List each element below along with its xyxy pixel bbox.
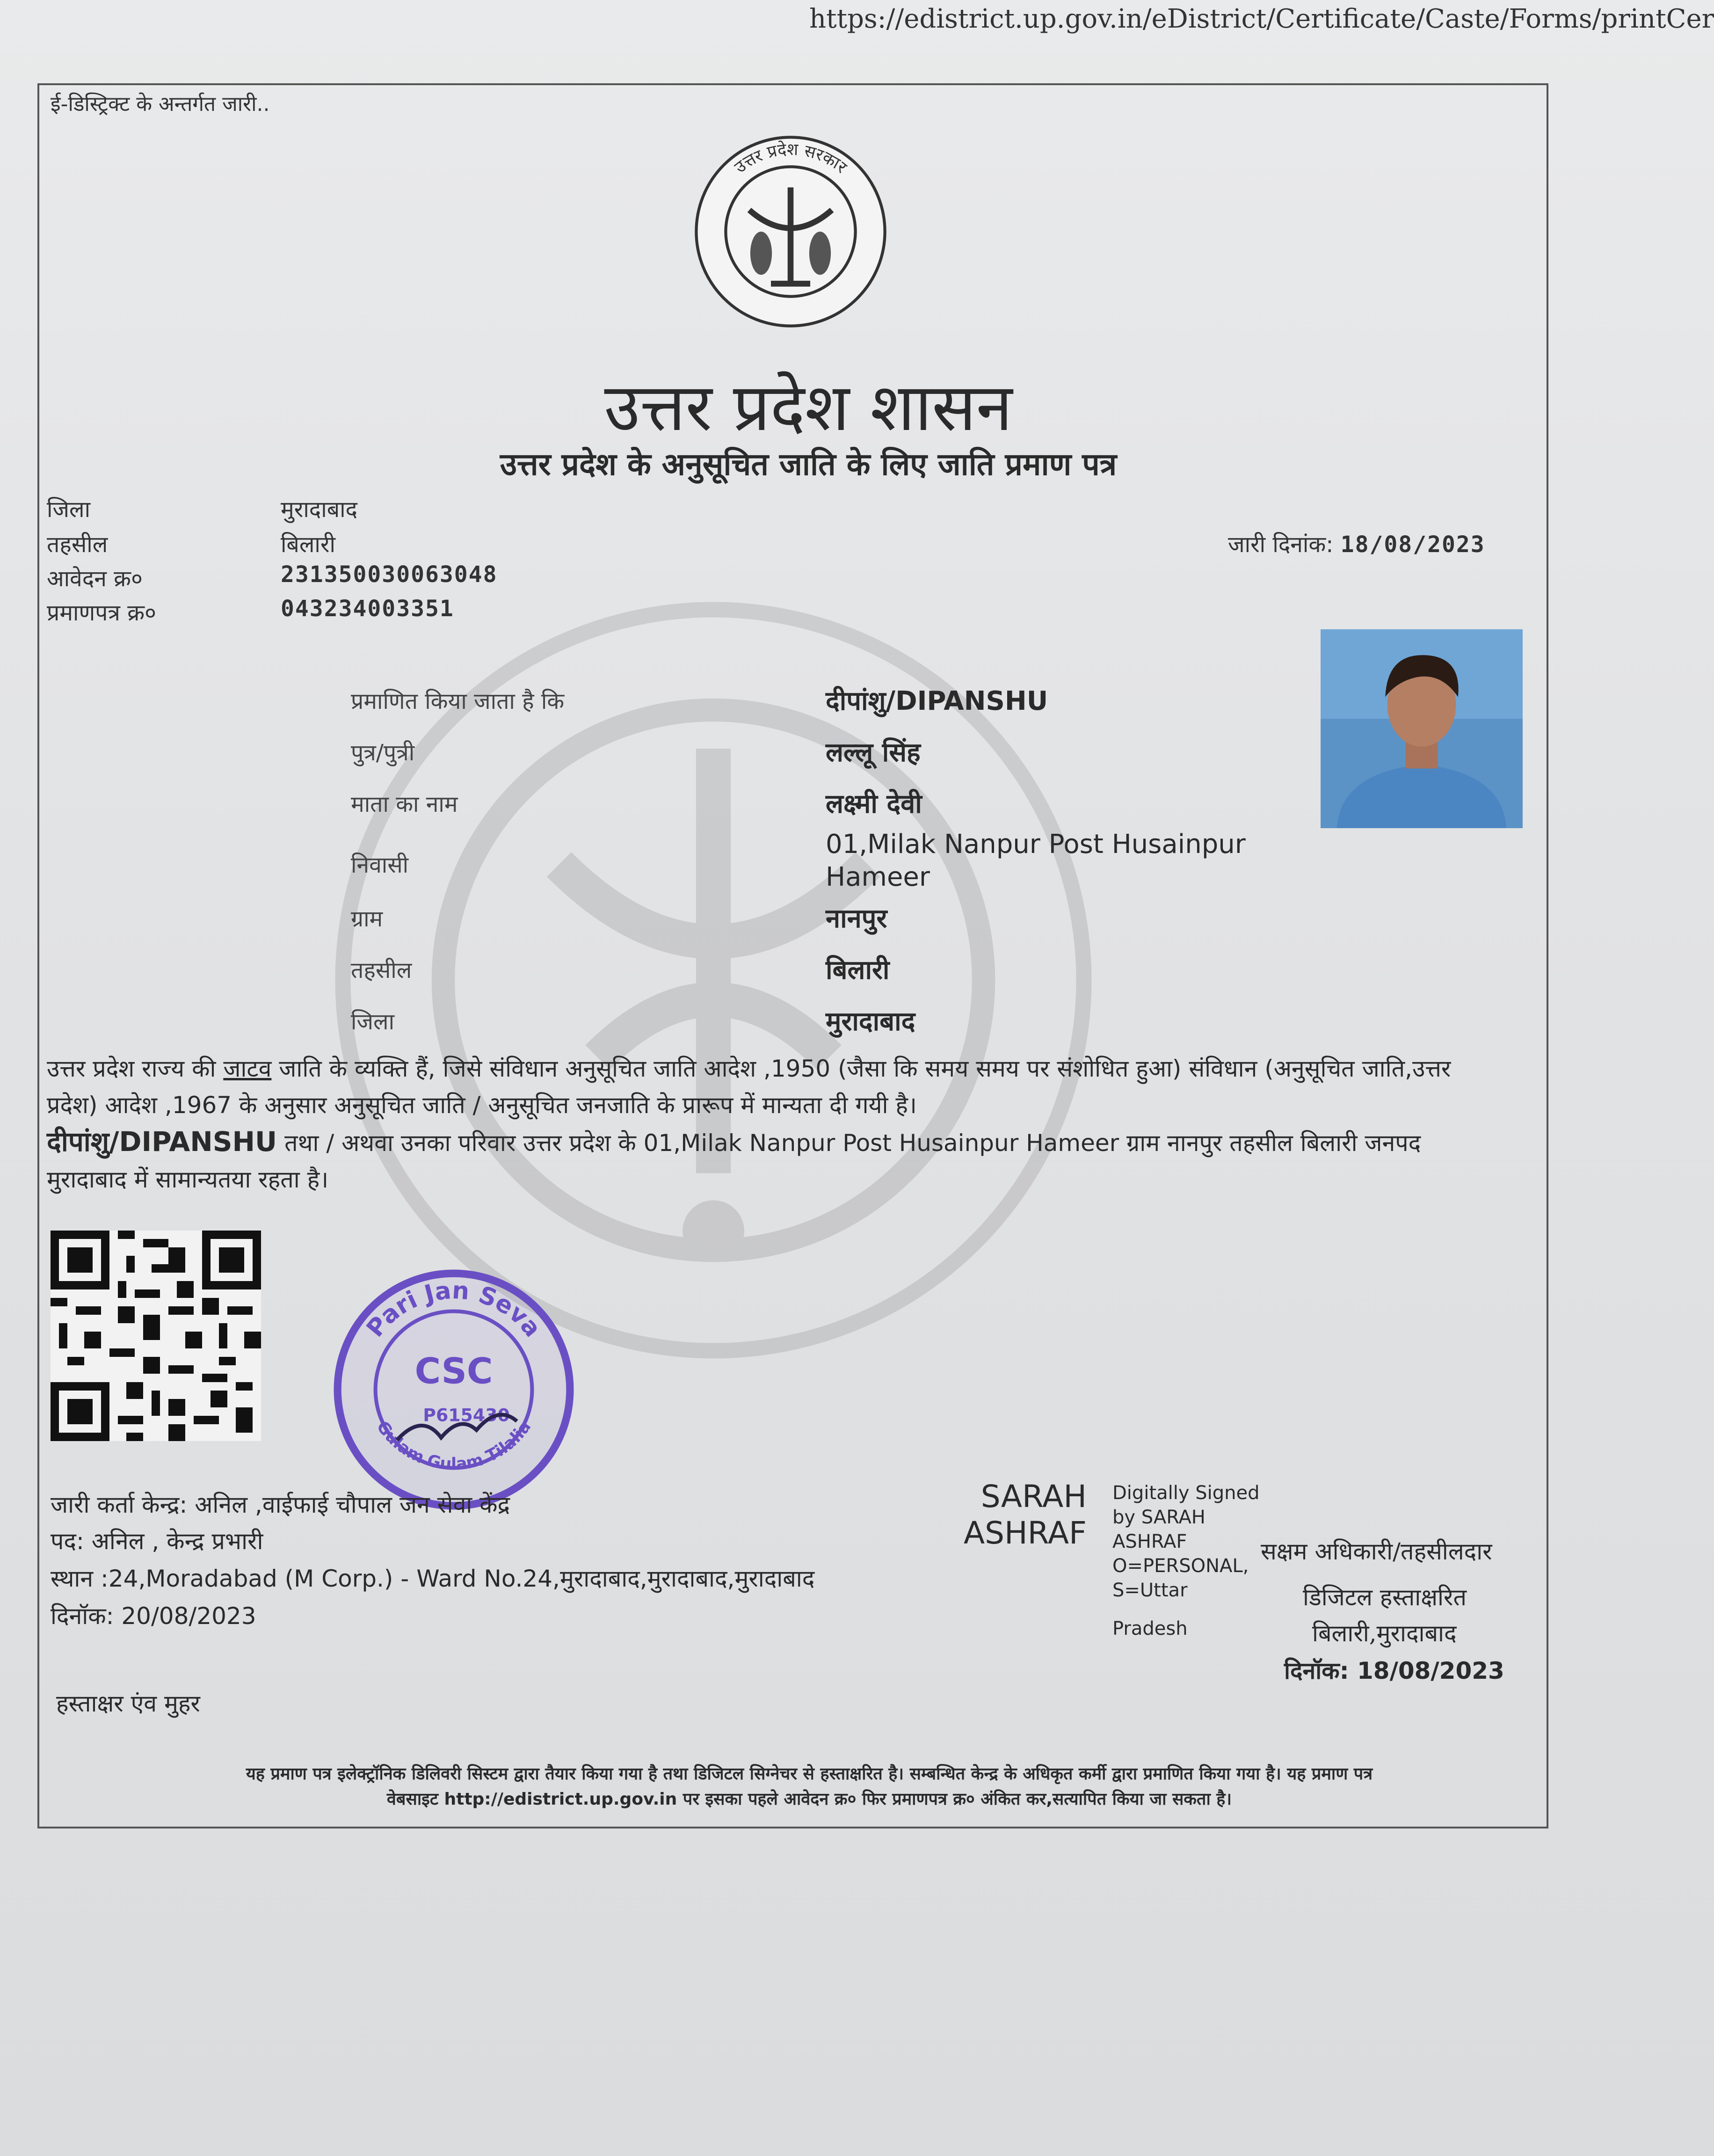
issuer-date: दिनॉक: 20/08/2023 <box>51 1602 256 1630</box>
field-district-value: मुरादाबाद <box>826 1006 915 1037</box>
qr-code-icon <box>51 1231 261 1441</box>
emblem-ring-text: उत्तर प्रदेश सरकार <box>731 139 850 177</box>
stamp-lower-text: Gulam Gulam Tilalia <box>372 1417 535 1474</box>
applicant-photo <box>1321 629 1523 828</box>
footer-note <box>56 1762 1562 1812</box>
authority-signed: डिजिटल हस्ताक्षरित <box>1303 1584 1467 1611</box>
meta-application-value: 231350030063048 <box>281 561 498 588</box>
resident-address-line-1: 01,Milak Nanpur Post Husainpur <box>826 829 1246 859</box>
digital-signer-name <box>964 1479 1087 1551</box>
field-tehsil-label: तहसील <box>351 957 412 983</box>
paragraph-holder-name: दीपांशु/DIPANSHU <box>47 1126 277 1158</box>
authority-title: सक्षम अधिकारी/तहसीलदार <box>1261 1538 1492 1565</box>
mother-label: माता का नाम <box>351 791 458 817</box>
mother-name: लक्ष्मी देवी <box>826 789 922 819</box>
child-of-label: पुत्र/पुत्री <box>351 740 415 766</box>
village-value: नानपुर <box>826 903 887 934</box>
page-title: उत्तर प्रदेश शासन <box>604 370 1013 446</box>
sig-line-3: ASHRAF <box>1112 1531 1187 1552</box>
certified-label: प्रमाणित किया जाता है कि <box>351 688 565 714</box>
sig-line-1: Digitally Signed <box>1112 1482 1260 1504</box>
resident-address <box>826 828 1246 894</box>
sig-line-5: S=Uttar <box>1112 1580 1188 1601</box>
sig-line-2: by SARAH <box>1112 1507 1206 1528</box>
stamp-ring-text: Pari Jan Seva <box>361 1276 547 1343</box>
meta-certificate-value: 043234003351 <box>281 596 454 622</box>
paragraph-intro: उत्तर प्रदेश राज्य की <box>47 1055 224 1082</box>
signer-first-name: SARAH <box>980 1479 1087 1515</box>
meta-application-label: आवेदन क्र० <box>47 566 143 592</box>
page-url: https://edistrict.up.gov.in/eDistrict/Certificate/Caste/Forms/printCer <box>809 4 1714 34</box>
meta-tehsil-value: बिलारी <box>281 532 335 558</box>
up-emblem-icon <box>692 133 889 330</box>
meta-district-label: जिला <box>47 496 91 523</box>
certificate-subtitle: उत्तर प्रदेश के अनुसूचित जाति के लिए जाति प्रमाण पत्र <box>500 446 1117 482</box>
issue-date <box>1228 529 1485 559</box>
signer-last-name: ASHRAF <box>964 1515 1087 1551</box>
csc-stamp-icon <box>327 1263 580 1516</box>
digital-signature-details <box>1112 1481 1259 1641</box>
certification-paragraph <box>47 1050 1497 1198</box>
meta-tehsil-label: तहसील <box>47 532 108 558</box>
stamp-number: P615430 <box>423 1405 510 1426</box>
footer-line-1: यह प्रमाण पत्र इलेक्ट्रॉनिक डिलिवरी सिस्टम द्वारा तैयार किया गया है तथा डिजिटल सिग्नेचर से हस्ताक्षरित है। सम्बन्धित केन्द्र के अधिकृत कर्मी द्वारा प्रमाणित किया गया है। यह प्रमाण पत्र <box>246 1764 1373 1784</box>
meta-certificate-label: प्रमाणपत्र क्र० <box>47 600 156 626</box>
issue-date-label: जारी दिनांक: <box>1228 532 1334 558</box>
issuer-post: पद: अनिल , केन्द्र प्रभारी <box>51 1528 263 1555</box>
field-district-label: जिला <box>351 1009 395 1035</box>
sig-line-6: Pradesh <box>1112 1618 1188 1639</box>
issue-date-value: 18/08/2023 <box>1340 532 1485 558</box>
sig-line-4: O=PERSONAL, <box>1112 1555 1249 1577</box>
stamp-center-text: CSC <box>414 1350 493 1392</box>
issued-under-note: ई-डिस्ट्रिक्ट के अन्तर्गत जारी.. <box>51 92 270 116</box>
footer-line-2: वेबसाइट http://edistrict.up.gov.in पर इसका पहले आवेदन क्र० फिर प्रमाणपत्र क्र० अंकित कर,सत्यापित किया जा सकता है। <box>386 1790 1232 1809</box>
authority-place: बिलारी,मुरादाबाद <box>1312 1620 1457 1647</box>
resident-address-line-2: Hameer <box>826 862 930 892</box>
meta-district-value: मुरादाबाद <box>281 496 358 523</box>
caste-name: जाटव <box>223 1055 272 1082</box>
field-tehsil-value: बिलारी <box>826 955 890 985</box>
authority-date: दिनॉक: 18/08/2023 <box>1284 1657 1504 1684</box>
signature-and-seal-label: हस्ताक्षर एंव मुहर <box>56 1690 200 1717</box>
paragraph-residence: तथा / अथवा उनका परिवार उत्तर प्रदेश के 01,Milak Nanpur Post Husainpur Hameer ग्राम नानपुर तहसील बिलारी जनपद मुरादाबाद में सामान्यतया रहता है। <box>47 1129 1421 1193</box>
issuer-place: स्थान :24,Moradabad (M Corp.) - Ward No.24,मुरादाबाद,मुरादाबाद,मुरादाबाद <box>51 1565 815 1592</box>
village-label: ग्राम <box>351 906 383 932</box>
resident-label: निवासी <box>351 852 409 878</box>
issuing-center: जारी कर्ता केन्द्र: अनिल ,वाईफाई चौपाल जन सेवा केंद्र <box>51 1491 510 1518</box>
paragraph-recognition: जाति के व्यक्ति हैं, जिसे संविधान अनुसूचित जाति आदेश ,1950 (जैसा कि समय समय पर संशोधित हुआ) संविधान (अनुसूचित जाति,उत्तर प्रदेश) आदेश ,1967 के अनुसार अनुसूचित जाति / अनुसूचित जनजाति के प्रारूप में मान्यता दी गयी है। <box>47 1055 1451 1119</box>
father-name: लल्लू सिंह <box>826 737 921 768</box>
certified-name: दीपांशु/DIPANSHU <box>826 686 1048 716</box>
